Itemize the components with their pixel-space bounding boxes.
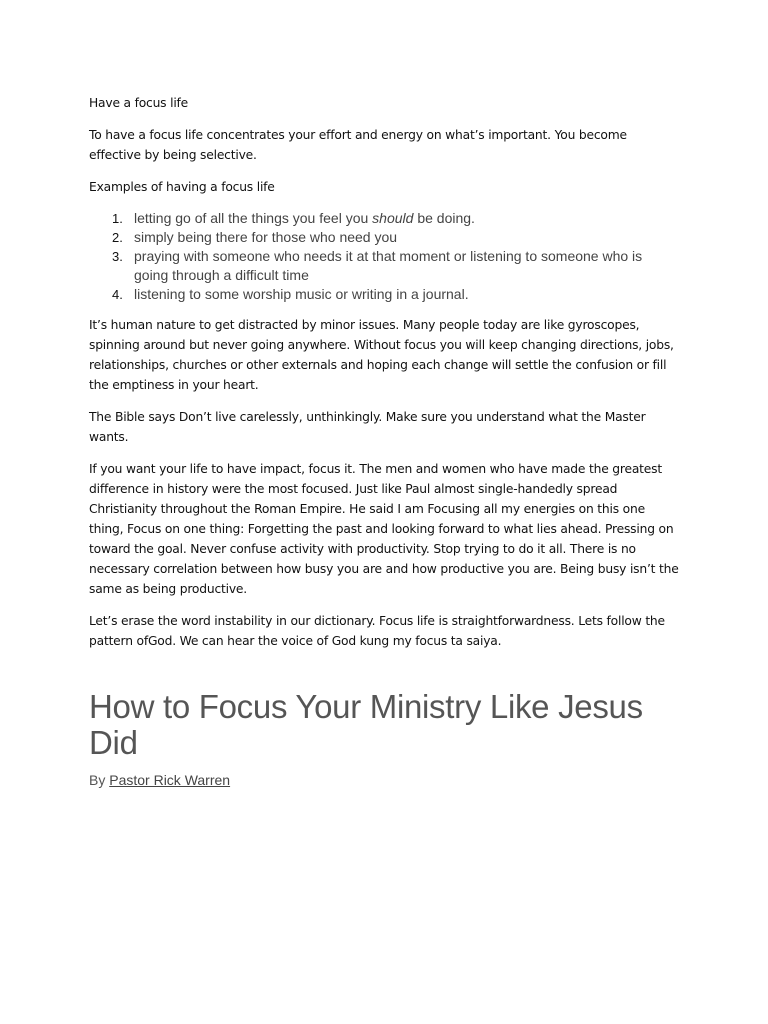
list-number: 2. <box>112 230 123 245</box>
body-paragraph: The Bible says Don’t live carelessly, unthinkingly. Make sure you understand what the Master wants. <box>89 410 646 444</box>
body-paragraph: Let’s erase the word instability in our dictionary. Focus life is straightforwardness. Lets follow the pattern ofGod. We can hear the voice of God kung my focus ta saiya. <box>89 614 665 648</box>
list-item-text: praying with someone who needs it at that moment or listening to someone who is going through a difficult time <box>134 248 643 283</box>
document-heading: Have a focus life <box>89 96 189 110</box>
intro-paragraph: To have a focus life concentrates your effort and energy on what’s important. You become effective by being selective. <box>89 128 627 162</box>
list-item <box>112 247 680 285</box>
list-item <box>112 285 680 304</box>
article-title: How to Focus Your Ministry Like Jesus Did <box>89 688 643 761</box>
body-paragraph: It’s human nature to get distracted by minor issues. Many people today are like gyroscopes, spinning around but never going anywhere. Without focus you will keep changing directions, jobs, relationships, churches or other externals and hoping each change will settle the confusion or fill the emptiness in your heart. <box>89 318 674 392</box>
list-item-text: be doing. <box>413 210 475 226</box>
list-number: 3. <box>112 249 123 264</box>
emphasis-text: should <box>372 210 414 226</box>
list-item <box>112 228 680 247</box>
examples-heading: Examples of having a focus life <box>89 180 275 194</box>
byline <box>89 772 680 788</box>
list-number: 4. <box>112 287 123 302</box>
author-link[interactable]: Pastor Rick Warren <box>109 772 231 788</box>
list-item-text: simply being there for those who need you <box>134 229 398 245</box>
byline-prefix: By <box>89 772 110 788</box>
body-paragraph: If you want your life to have impact, focus it. The men and women who have made the greatest difference in history were the most focused. Just like Paul almost single-handedly spread Christianity throughout the Roman Empire. He said I am Focusing all my energies on this one thing, Focus on one thing: Forgetting the past and looking forward to what lies ahead. Pressing on toward the goal. Never confuse activity with productivity. Stop trying to do it all. There is no necessary correlation between how busy you are and how productive you are. Being busy isn’t the same as being productive. <box>89 462 679 596</box>
list-item <box>112 209 680 228</box>
examples-list <box>89 209 680 304</box>
list-item-text: letting go of all the things you feel you <box>134 210 373 226</box>
list-item-text: listening to some worship music or writing in a journal. <box>134 286 469 302</box>
list-number: 1. <box>112 211 123 226</box>
